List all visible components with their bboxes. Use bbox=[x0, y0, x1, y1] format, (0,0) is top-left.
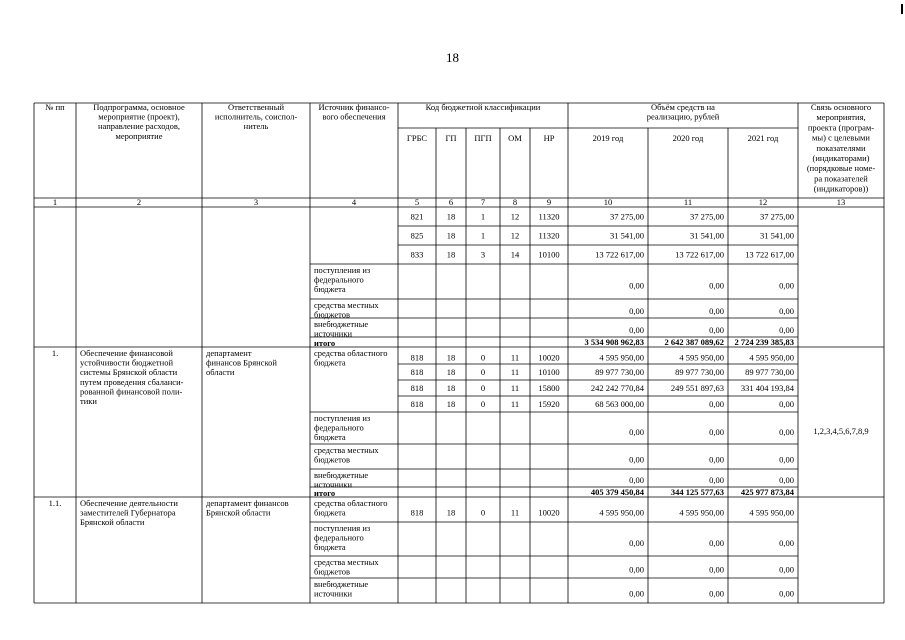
header-link-label: (индикаторами) bbox=[812, 153, 870, 163]
year-amount: 0,00 bbox=[709, 588, 724, 599]
source-label: источники bbox=[314, 479, 353, 490]
year-amount: 0,00 bbox=[629, 324, 644, 335]
header-link-label: мы) с целевыми bbox=[812, 132, 870, 143]
kbk-code: 12 bbox=[510, 211, 520, 222]
kbk-code: 833 bbox=[410, 249, 424, 260]
kbk-code: 818 bbox=[410, 383, 424, 394]
year-amount: 331 404 193,84 bbox=[740, 383, 794, 394]
executor-name: департамент bbox=[206, 348, 252, 358]
kbk-code: 11 bbox=[510, 507, 520, 518]
kbk-code: 818 bbox=[410, 507, 424, 518]
year-amount: 37 275,00 bbox=[760, 211, 794, 222]
source-label: поступления из bbox=[314, 413, 371, 423]
year-amount: 4 595 950,00 bbox=[679, 507, 724, 518]
year-amount: 0,00 bbox=[629, 454, 644, 465]
year-amount: 37 275,00 bbox=[610, 211, 644, 222]
kbk-code: 1 bbox=[480, 211, 486, 222]
kbk-code: 18 bbox=[446, 399, 456, 410]
kbk-code: 11 bbox=[510, 367, 520, 378]
column-number-label: 10 bbox=[603, 197, 613, 207]
column-number-label: 5 bbox=[414, 197, 420, 207]
kbk-code: 0 bbox=[480, 367, 486, 378]
kbk-code: 15800 bbox=[538, 383, 560, 394]
header-program-label: Подпрограмма, основное bbox=[93, 102, 185, 112]
header-link-label: ра показателей bbox=[814, 173, 868, 184]
header-executor-label: Ответственный bbox=[228, 102, 284, 112]
kbk-code: 11 bbox=[510, 399, 520, 410]
kbk-code: 11 bbox=[510, 383, 520, 394]
column-number-label: 12 bbox=[758, 197, 768, 207]
year-amount: 4 595 950,00 bbox=[749, 352, 794, 363]
year-amount: 0,00 bbox=[779, 426, 794, 437]
header-kbk-col-label: ГРБС bbox=[406, 133, 428, 143]
year-amount: 0,00 bbox=[709, 324, 724, 335]
header-link-label: Связь основного bbox=[810, 102, 872, 112]
kbk-code: 1 bbox=[480, 230, 486, 241]
program-name: Брянской области bbox=[80, 517, 145, 528]
year-amount: 4 595 950,00 bbox=[599, 352, 644, 363]
header-year-label: 2021 год bbox=[747, 133, 779, 143]
year-amount: 405 379 450,84 bbox=[590, 487, 644, 498]
page-number: 18 bbox=[446, 50, 459, 65]
kbk-code: 0 bbox=[480, 399, 486, 410]
year-amount: 242 242 770,84 bbox=[590, 383, 644, 394]
year-amount: 0,00 bbox=[709, 305, 724, 316]
year-amount: 31 541,00 bbox=[690, 230, 724, 241]
program-name: устойчивости бюджетной bbox=[80, 357, 173, 368]
kbk-code: 18 bbox=[446, 507, 456, 518]
column-number-label: 8 bbox=[512, 197, 518, 207]
source-label: внебюджетные bbox=[314, 319, 369, 329]
year-amount: 0,00 bbox=[629, 426, 644, 437]
kbk-code: 18 bbox=[446, 352, 456, 363]
year-amount: 0,00 bbox=[629, 564, 644, 575]
source-label: внебюджетные bbox=[314, 579, 369, 589]
kbk-code: 11320 bbox=[538, 211, 560, 222]
column-number-label: 3 bbox=[253, 197, 259, 207]
year-amount: 3 534 908 962,83 bbox=[584, 337, 644, 348]
column-number-label: 13 bbox=[836, 197, 846, 207]
year-amount: 0,00 bbox=[779, 564, 794, 575]
header-link-label: показателями bbox=[816, 142, 866, 153]
header-program-label: мероприятие (проект), bbox=[98, 111, 180, 122]
header-kbk-col-label: ОМ bbox=[508, 133, 522, 143]
executor-name: Брянской области bbox=[206, 507, 271, 518]
year-amount: 0,00 bbox=[779, 538, 794, 549]
source-label: средства местных bbox=[314, 557, 379, 567]
year-amount: 0,00 bbox=[709, 454, 724, 465]
source-label: бюджета bbox=[314, 284, 346, 295]
row-number: 1. bbox=[51, 348, 59, 358]
year-amount: 0,00 bbox=[779, 588, 794, 599]
year-amount: 425 977 873,84 bbox=[740, 487, 794, 498]
year-amount: 31 541,00 bbox=[610, 230, 644, 241]
program-name: рованной финансовой поли- bbox=[80, 386, 183, 397]
source-label: средства местных bbox=[314, 300, 379, 310]
column-number-label: 11 bbox=[683, 197, 693, 207]
year-amount: 13 722 617,00 bbox=[675, 249, 724, 260]
kbk-code: 18 bbox=[446, 367, 456, 378]
column-number-label: 7 bbox=[480, 197, 486, 207]
source-label: бюджетов bbox=[314, 454, 350, 465]
kbk-code: 3 bbox=[480, 249, 486, 260]
program-name: Обеспечение деятельности bbox=[80, 498, 178, 508]
year-amount: 0,00 bbox=[709, 426, 724, 437]
executor-name: области bbox=[206, 367, 235, 378]
year-amount: 0,00 bbox=[779, 305, 794, 316]
header-year-label: 2020 год bbox=[672, 133, 704, 143]
kbk-code: 10100 bbox=[538, 249, 560, 260]
year-amount: 0,00 bbox=[709, 475, 724, 486]
header-program-label: направление расходов, bbox=[97, 121, 181, 132]
header-link-label: (индикаторов)) bbox=[813, 183, 869, 194]
kbk-code: 12 bbox=[510, 230, 520, 241]
program-name: заместителей Губернатора bbox=[80, 507, 176, 518]
source-label: поступления из bbox=[314, 265, 371, 275]
source-label: бюджетов bbox=[314, 566, 350, 577]
source-label: источники bbox=[314, 328, 353, 339]
header-year-label: 2019 год bbox=[592, 133, 624, 143]
source-label: федерального bbox=[314, 422, 364, 433]
header-executor-label: нитель bbox=[243, 121, 269, 132]
executor-name: департамент финансов bbox=[206, 498, 289, 508]
year-amount: 89 977 730,00 bbox=[745, 367, 794, 378]
source-label: поступления из bbox=[314, 523, 371, 533]
year-amount: 13 722 617,00 bbox=[595, 249, 644, 260]
year-amount: 0,00 bbox=[629, 538, 644, 549]
year-amount: 0,00 bbox=[779, 475, 794, 486]
header-kbk-col-label: ПГП bbox=[474, 133, 492, 143]
year-amount: 0,00 bbox=[779, 454, 794, 465]
kbk-code: 10020 bbox=[538, 507, 560, 518]
kbk-code: 821 bbox=[410, 211, 424, 222]
program-name: тики bbox=[80, 396, 97, 406]
executor-name: финансов Брянской bbox=[206, 357, 277, 368]
kbk-code: 11 bbox=[510, 352, 520, 363]
header-link-label: проекта (програм- bbox=[807, 122, 875, 133]
year-amount: 0,00 bbox=[709, 280, 724, 291]
header-program-label: мероприятие bbox=[115, 130, 163, 141]
source-label: внебюджетные bbox=[314, 470, 369, 480]
kbk-code: 18 bbox=[446, 249, 456, 260]
source-label: бюджета bbox=[314, 507, 346, 518]
row-number: 1.1. bbox=[48, 498, 62, 508]
year-amount: 0,00 bbox=[779, 280, 794, 291]
kbk-code: 15920 bbox=[538, 399, 560, 410]
kbk-code: 0 bbox=[480, 383, 486, 394]
kbk-code: 818 bbox=[410, 352, 424, 363]
header-source-label: вого обеспечения bbox=[322, 111, 386, 122]
year-amount: 68 563 000,00 bbox=[595, 399, 644, 410]
year-amount: 0,00 bbox=[629, 305, 644, 316]
kbk-code: 0 bbox=[480, 507, 486, 518]
kbk-code: 10100 bbox=[538, 367, 560, 378]
source-label: бюджета bbox=[314, 357, 346, 368]
kbk-code: 18 bbox=[446, 211, 456, 222]
year-amount: 0,00 bbox=[629, 588, 644, 599]
kbk-code: 818 bbox=[410, 399, 424, 410]
header-executor-label: исполнитель, соиспол- bbox=[214, 111, 298, 122]
column-number-label: 9 bbox=[546, 197, 552, 207]
column-number-label: 1 bbox=[52, 197, 58, 207]
source-label: итого bbox=[314, 338, 336, 348]
header-kbk-label: Код бюджетной классификации bbox=[425, 102, 541, 112]
column-number-label: 2 bbox=[136, 197, 142, 207]
header-number-label: № пп bbox=[45, 102, 65, 112]
column-number-label: 4 bbox=[351, 197, 357, 207]
year-amount: 0,00 bbox=[709, 564, 724, 575]
source-label: средства областного bbox=[314, 348, 388, 358]
kbk-code: 818 bbox=[410, 367, 424, 378]
header-volume-label: реализацию, рублей bbox=[646, 111, 720, 122]
source-label: бюджетов bbox=[314, 309, 350, 320]
year-amount: 31 541,00 bbox=[760, 230, 794, 241]
year-amount: 4 595 950,00 bbox=[749, 507, 794, 518]
kbk-code: 18 bbox=[446, 383, 456, 394]
year-amount: 89 977 730,00 bbox=[675, 367, 724, 378]
year-amount: 0,00 bbox=[779, 324, 794, 335]
source-label: федерального bbox=[314, 532, 364, 543]
program-name: путем проведения сбаланси- bbox=[80, 376, 184, 387]
year-amount: 0,00 bbox=[629, 280, 644, 291]
indicator-links: 1,2,3,4,5,6,7,8,9 bbox=[813, 426, 869, 436]
header-link-label: мероприятия, bbox=[816, 112, 866, 123]
year-amount: 0,00 bbox=[779, 399, 794, 410]
year-amount: 2 642 387 089,62 bbox=[664, 337, 724, 348]
year-amount: 2 724 239 385,83 bbox=[734, 337, 794, 348]
source-label: источники bbox=[314, 588, 353, 599]
year-amount: 13 722 617,00 bbox=[745, 249, 794, 260]
kbk-code: 11320 bbox=[538, 230, 560, 241]
kbk-code: 18 bbox=[446, 230, 456, 241]
program-name: Обеспечение финансовой bbox=[80, 348, 173, 358]
year-amount: 4 595 950,00 bbox=[599, 507, 644, 518]
program-name: системы Брянской области bbox=[80, 367, 178, 378]
header-link-label: (порядковые номе- bbox=[806, 163, 876, 174]
year-amount: 37 275,00 bbox=[690, 211, 724, 222]
source-label: средства областного bbox=[314, 498, 388, 508]
source-label: бюджета bbox=[314, 542, 346, 553]
year-amount: 249 551 897,63 bbox=[670, 383, 724, 394]
kbk-code: 14 bbox=[510, 249, 520, 260]
source-label: бюджета bbox=[314, 432, 346, 443]
kbk-code: 825 bbox=[410, 230, 424, 241]
kbk-code: 0 bbox=[480, 352, 486, 363]
kbk-code: 10020 bbox=[538, 352, 560, 363]
year-amount: 344 125 577,63 bbox=[670, 487, 724, 498]
header-kbk-col-label: НР bbox=[543, 133, 555, 143]
year-amount: 4 595 950,00 bbox=[679, 352, 724, 363]
year-amount: 89 977 730,00 bbox=[595, 367, 644, 378]
column-number-label: 6 bbox=[448, 197, 454, 207]
header-volume-label: Объём средств на bbox=[651, 102, 715, 112]
year-amount: 0,00 bbox=[709, 399, 724, 410]
year-amount: 0,00 bbox=[709, 538, 724, 549]
header-kbk-col-label: ГП bbox=[445, 133, 457, 143]
source-label: итого bbox=[314, 488, 336, 498]
header-source-label: Источник финансо- bbox=[318, 102, 390, 112]
year-amount: 0,00 bbox=[629, 475, 644, 486]
source-label: средства местных bbox=[314, 445, 379, 455]
source-label: федерального bbox=[314, 274, 364, 285]
